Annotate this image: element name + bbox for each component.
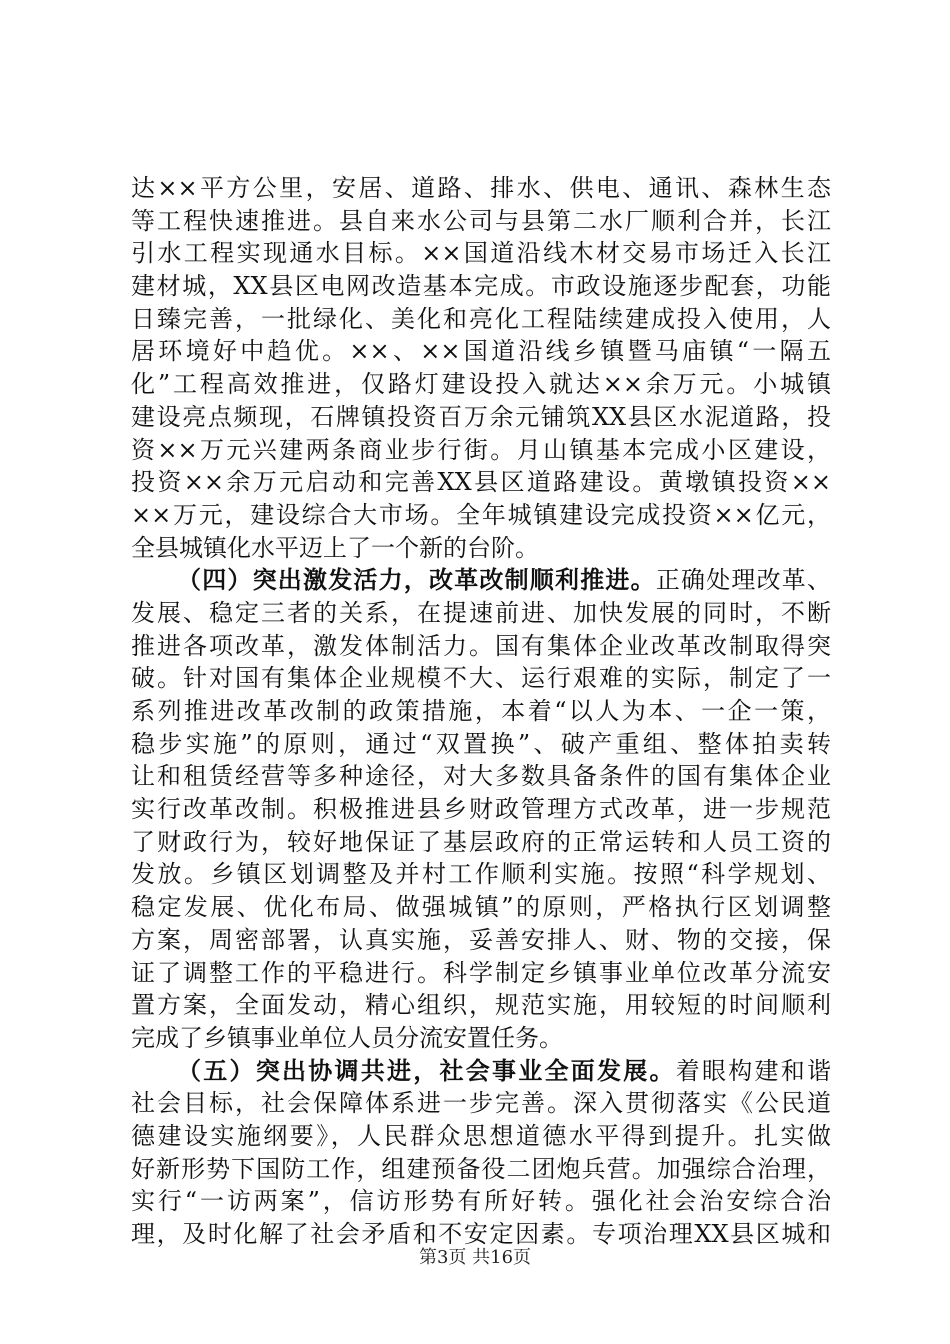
text-line: 完成了乡镇事业单位人员分流安置任务。: [131, 1023, 563, 1052]
text-line: 置方案，全面发动，精心组织，规范实施，用较短的时间顺利: [131, 991, 831, 1020]
text-line: ××万元，建设综合大市场。全年城镇建设完成投资××亿元，: [131, 500, 831, 529]
text-line: 稳定发展、优化布局、做强城镇”的原则，严格执行区划调整: [131, 893, 831, 922]
text-line: 实行“一访两案”，信访形势有所好转。强化社会治安综合治: [131, 1187, 831, 1216]
text-line: 化”工程高效推进，仅路灯建设投入就达××余万元。小城镇: [131, 370, 831, 399]
text-line: 德建设实施纲要》，人民群众思想道德水平得到提升。扎实做: [131, 1121, 831, 1150]
section-heading: （四）突出激发活力，改革改制顺利推进。: [177, 566, 656, 595]
text-line: 实行改革改制。积极推进县乡财政管理方式改革，进一步规范: [131, 795, 831, 824]
paragraph-first-line: [131, 564, 831, 597]
text-line: 等工程快速推进。县自来水公司与县第二水厂顺利合并，长江: [131, 206, 831, 235]
text-line: 日臻完善，一批绿化、美化和亮化工程陆续建成投入使用，人: [131, 304, 831, 333]
text-line: 稳步实施”的原则，通过“双置换”、破产重组、整体拍卖转: [131, 729, 831, 758]
text-line: 好新形势下国防工作，组建预备役二团炮兵营。加强综合治理，: [131, 1154, 831, 1183]
text-line: 达××平方公里，安居、道路、排水、供电、通讯、森林生态: [131, 174, 831, 202]
text-line: 让和租赁经营等多种途径，对大多数具备条件的国有集体企业: [131, 762, 831, 791]
text-line: 理，及时化解了社会矛盾和不安定因素。专项治理XX县区城和: [131, 1220, 831, 1248]
document-body: [131, 172, 831, 1251]
text-span: 着眼构建和谐: [675, 1056, 831, 1085]
text-span: 正确处理改革、: [655, 566, 832, 595]
text-line: 建材城，XX县区电网改造基本完成。市政设施逐步配套，功能: [131, 272, 831, 301]
text-line: 全县城镇化水平迈上了一个新的台阶。: [131, 533, 539, 562]
text-line: 系列推进改革改制的政策措施，本着“以人为本、一企一策，: [131, 697, 831, 725]
text-line: 发展、稳定三者的关系，在提速前进、加快发展的同时，不断: [131, 598, 831, 627]
text-line: 破。针对国有集体企业规模不大、运行艰难的实际，制定了一: [131, 664, 831, 693]
paragraph-first-line: [131, 1055, 831, 1088]
text-line: 资××万元兴建两条商业步行街。月山镇基本完成小区建设，: [131, 435, 831, 464]
text-line: 推进各项改革，激发体制活力。国有集体企业改革改制取得突: [131, 631, 831, 660]
page-footer: 第3页 共16页: [418, 1247, 532, 1268]
section-heading: （五）突出协调共进，社会事业全面发展。: [177, 1056, 676, 1085]
text-line: 证了调整工作的平稳进行。科学制定乡镇事业单位改革分流安: [131, 958, 831, 987]
text-line: 居环境好中趋优。××、××国道沿线乡镇暨马庙镇“一隔五: [131, 337, 831, 366]
text-line: 社会目标，社会保障体系进一步完善。深入贯彻落实《公民道: [131, 1089, 831, 1118]
text-line: 方案，周密部署，认真实施，妥善安排人、财、物的交接，保: [131, 925, 831, 954]
text-line: 发放。乡镇区划调整及并村工作顺利实施。按照“科学规划、: [131, 860, 831, 889]
text-line: 了财政行为，较好地保证了基层政府的正常运转和人员工资的: [131, 827, 831, 856]
text-line: 建设亮点频现，石牌镇投资百万余元铺筑XX县区水泥道路，投: [131, 402, 831, 431]
text-line: 投资××余万元启动和完善XX县区道路建设。黄墩镇投资××: [131, 468, 831, 497]
text-line: 引水工程实现通水目标。××国道沿线木材交易市场迁入长江: [131, 239, 831, 268]
